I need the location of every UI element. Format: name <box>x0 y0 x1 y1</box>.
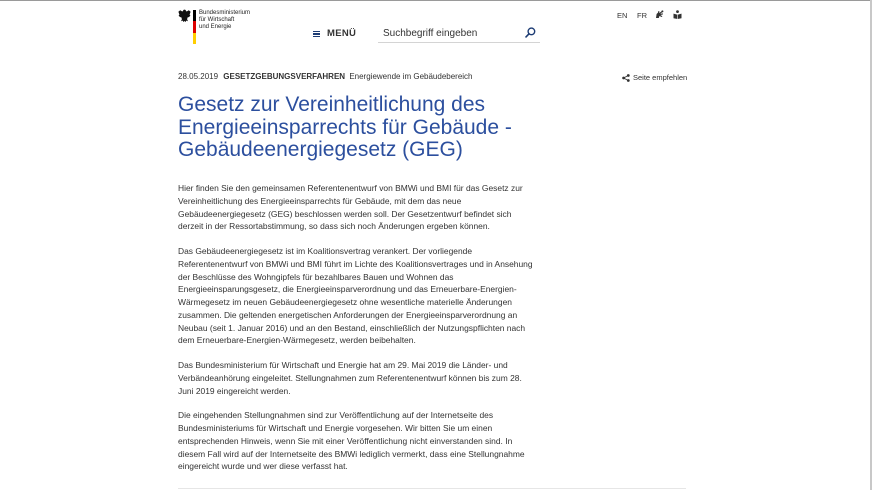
federal-flag-bar <box>193 10 196 44</box>
search-input[interactable] <box>378 25 523 43</box>
flag-black-stripe <box>193 10 196 21</box>
article-category: GESETZGEBUNGSVERFAHREN <box>223 72 346 81</box>
search-box <box>378 23 540 43</box>
flag-red-stripe <box>193 21 196 32</box>
ministry-name <box>199 10 289 32</box>
search-icon[interactable] <box>525 27 536 38</box>
menu-label: MENÜ <box>327 28 357 39</box>
paragraph: Hier finden Sie den gemeinsamen Referentenentwurf von BMWi und BMI für das Gesetz zur Vereinheitlichung des Energieeinsparrechts für Gebäude, mit dem das neue Gebäudeenergiegesetz (GEG) beschlossen werden soll. Der Gesetzentwurf befindet sich derzeit in der Ressortabstimmung, so dass sich noch Änderungen ergeben können. <box>178 183 523 232</box>
ministry-name-line: für Wirtschaft <box>199 17 235 24</box>
content-divider <box>178 488 686 489</box>
topic-link[interactable]: Energiewende im Gebäudebereich <box>349 72 473 81</box>
paragraph: Das Bundesministerium für Wirtschaft und Energie hat am 29. Mai 2019 die Länder- und Verbändeanhörung eingeleitet. Stellungnahmen zum Referentenentwurf können bis zum 28. Juni 2019 eingereicht werden. <box>178 360 522 396</box>
article-meta <box>178 72 473 81</box>
federal-eagle-icon <box>178 9 191 23</box>
share-icon <box>622 74 630 82</box>
language-fr-link[interactable]: FR <box>637 11 647 20</box>
page-title: Gesetz zur Vereinheitlichung des Energieeinsparrechts für Gebäude - Gebäudeenergiegesetz (GEG) <box>178 93 512 161</box>
window-top-border <box>0 0 872 1</box>
language-en-link[interactable]: EN <box>617 11 628 20</box>
flag-gold-stripe <box>193 33 196 44</box>
ministry-name-line: und Energie <box>199 24 232 31</box>
paragraph: Die eingehenden Stellungnahmen sind zur Veröffentlichung auf der Internetseite des Bundesministeriums für Wirtschaft und Energie vorgesehen. Wir bitten Sie um einen entsprechenden Hinweis, wenn Sie mit einer Veröffentlichung nicht einverstanden sind. In diesem Fall wird auf der Internetseite des BMWi lediglich vermerkt, dass eine Stellungnahme eingereicht wurde und wer diese verfasst hat. <box>178 410 525 472</box>
share-label: Seite empfehlen <box>633 73 688 82</box>
ministry-name-line: Bundesministerium <box>199 10 251 16</box>
easy-language-icon[interactable] <box>673 10 682 19</box>
publish-date: 28.05.2019 <box>178 72 219 81</box>
menu-icon <box>313 31 320 37</box>
share-page-link[interactable] <box>622 73 687 82</box>
sign-language-icon[interactable] <box>655 10 664 19</box>
article-body <box>178 182 533 485</box>
paragraph: Das Gebäudeenergiegesetz ist im Koalitionsvertrag verankert. Der vorliegende Referentenentwurf von BMWi und BMI führt im Lichte des Koalitionsvertrages und in Ansehung der Beschlüsse des Wohngipfels für bezahlbares Bauen und Wohnen das Energieeinsparungsgesetz, die Energieeinsparverordnung und das Erneuerbare-Energien-Wärmegesetz im neuen Gebäudeenergiegesetz ohne wesentliche materielle Änderungen zusammen. Die geltenden energetischen Anforderungen der Energieeinsparverordnung an Neubau (seit 1. Januar 2016) und an den Bestand, einschließlich der Nutzungspflichten nach dem Erneuerbare-Energien-Wärmegesetz, werden beibehalten. <box>178 246 533 346</box>
menu-button[interactable] <box>313 28 356 39</box>
